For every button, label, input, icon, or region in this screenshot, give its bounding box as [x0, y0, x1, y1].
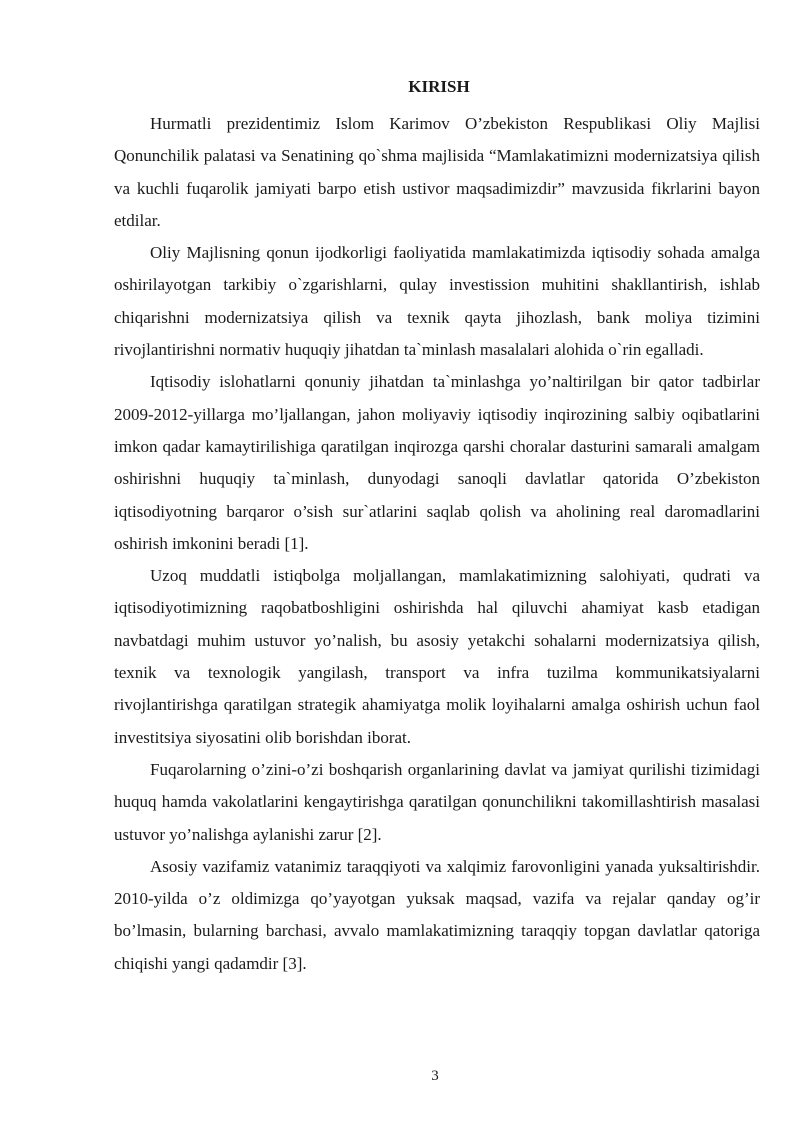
paragraph-6: Asosiy vazifamiz vatanimiz taraqqiyoti va xalqimiz farovonligini yanada yuksaltirishdir. 2010-yilda o’z oldimizga qo’yayotgan yuksak maqsad, vazifa va rejalar qanday og’ir bo’lmasin, bularning barchasi, avvalo mamlakatimizning taraqqiy topgan davlatlar qatoriga chiqishi yangi qadamdir [3]. [114, 856, 760, 973]
paragraph-3: Iqtisodiy islohatlarni qonuniy jihatdan ta`minlashga yo’naltirilgan bir qator tadbirlar 2009-2012-yillarga mo’ljallangan, jahon moliyaviy iqtisodiy inqirozining salbiy oqibatlarini imkon qadar kamaytirilishiga qaratilgan inqirozga qarshi choralar dasturini samarali amalgam oshirishni huquqiy ta`minlash, dunyodagi sanoqli davlatlar qatorida O’zbekiston iqtisodiyotning barqaror o’sish sur`atlarini saqlab qolish va aholining real daromadlarini oshirish imkonini beradi [1]. [114, 372, 760, 553]
paragraph-4: Uzoq muddatli istiqbolga moljallangan, mamlakatimizning salohiyati, qudrati va iqtisodiyotimizning raqobatboshligini oshirishda hal qiluvchi ahamiyat kasb etadigan navbatdagi muhim ustuvor yo’nalish, bu asosiy yetakchi sohalarni modernizatsiya qilish, texnik va texnologik yangilash, transport va infra tuzilma kommunikatsiyalarni rivojlantirishga qaratilgan strategik ahamiyatga molik loyihalarni amalga oshirish uchun faol investitsiya siyosatini olib borishdan iborat. [114, 566, 760, 747]
paragraph-5: Fuqarolarning o’zini-o’zi boshqarish organlarining davlat va jamiyat qurilishi tizimidagi huquq hamda vakolatlarini kengaytirishga qaratilgan qonunchilikni takomillashtirish masalasi ustuvor yo’nalishga aylanishi zarur [2]. [114, 759, 760, 844]
section-title: KIRISH [408, 77, 470, 96]
page-number: 3 [431, 1068, 439, 1084]
paragraph-2: Oliy Majlisning qonun ijodkorligi faoliyatida mamlakatimizda iqtisodiy sohada amalga oshirilayotgan tarkibiy o`zgarishlarni, qulay investission muhitini shakllantirish, ishlab chiqarishni modernizatsiya qilish va texnik qayta jihozlash, bank moliya tizimini rivojlantirishni normativ huquqiy jihatdan ta`minlash masalalari alohida o`rin egalladi. [114, 243, 760, 360]
page-content [114, 76, 760, 980]
paragraph-1: Hurmatli prezidentimiz Islom Karimov O’zbekiston Respublikasi Oliy Majlisi Qonunchilik palatasi va Senatining qo`shma majlisida “Mamlakatimizni modernizatsiya qilish va kuchli fuqarolik jamiyati barpo etish ustivor maqsadimizdir” mavzusida fikrlarini bayon etdilar. [114, 114, 760, 230]
